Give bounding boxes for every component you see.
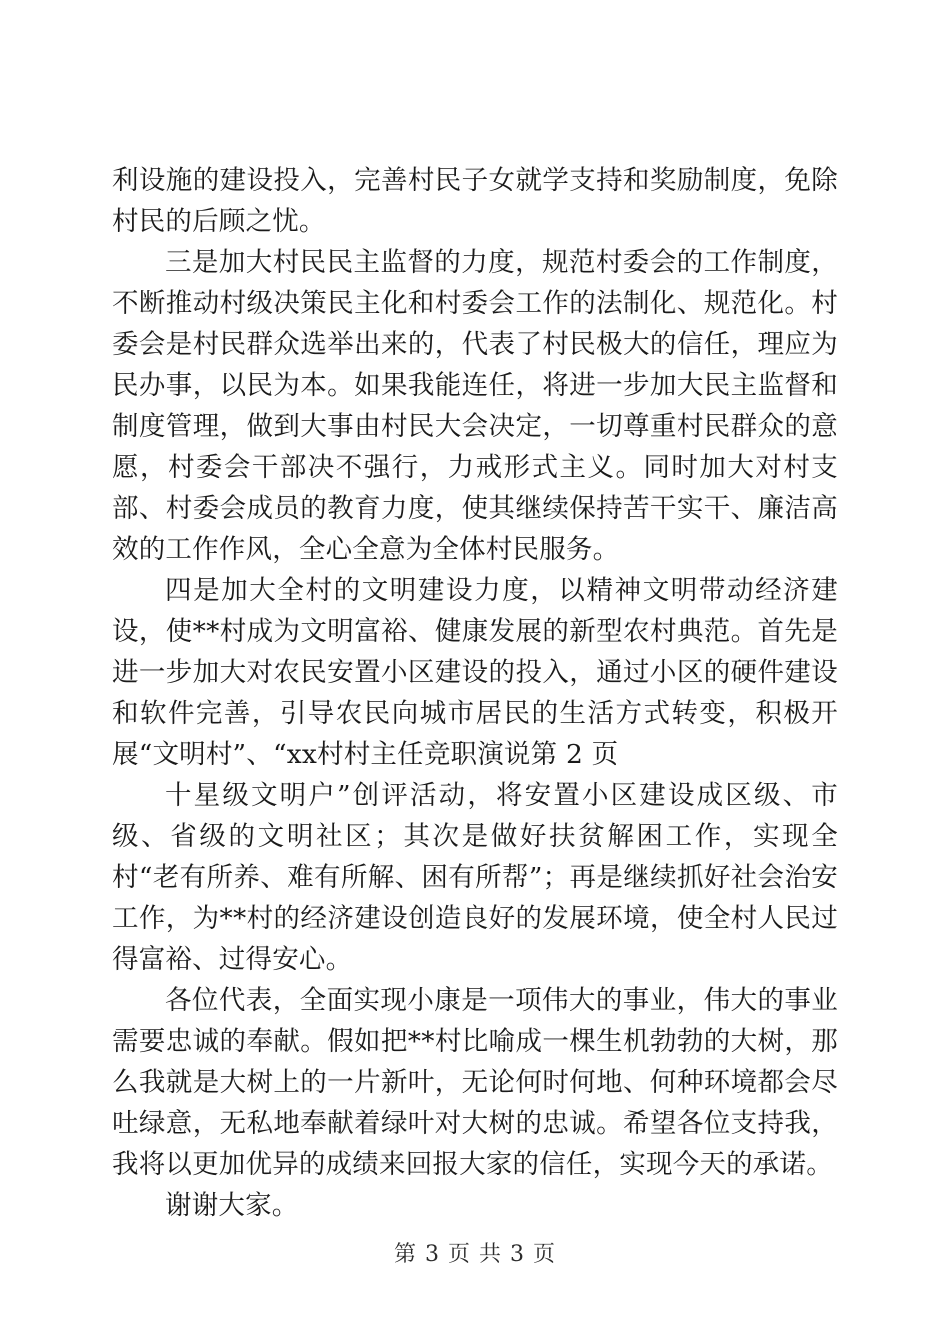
paragraph: 谢谢大家。 xyxy=(165,1190,299,1221)
document-body xyxy=(112,160,838,1226)
paragraph: 利设施的建设投入，完善村民子女就学支持和奖励制度，免除村民的后顾之忧。 xyxy=(112,165,838,237)
paragraph: 各位代表，全面实现小康是一项伟大的事业，伟大的事业需要忠诚的奉献。假如把**村比喻成一棵生机勃勃的大树，那么我就是大树上的一片新叶，无论何时何地、何种环境都会尽吐绿意，无私地奉献着绿叶对大树的忠诚。希望各位支持我，我将以更加优异的成绩来回报大家的信任，实现今天的承诺。 xyxy=(112,985,838,1180)
page-footer: 第 3 页 共 3 页 xyxy=(394,1242,556,1267)
paragraph: 三是加大村民民主监督的力度，规范村委会的工作制度，不断推动村级决策民主化和村委会工作的法制化、规范化。村委会是村民群众选举出来的，代表了村民极大的信任，理应为民办事，以民为本。如果我能连任，将进一步加大民主监督和制度管理，做到大事由村民大会决定，一切尊重村民群众的意愿，村委会干部决不强行，力戒形式主义。同时加大对村支部、村委会成员的教育力度，使其继续保持苦干实干、廉洁高效的工作作风，全心全意为全体村民服务。 xyxy=(112,247,838,565)
paragraph: 四是加大全村的文明建设力度，以精神文明带动经济建设，使**村成为文明富裕、健康发展的新型农村典范。首先是进一步加大对农民安置小区建设的投入，通过小区的硬件建设和软件完善，引导农民向城市居民的生活方式转变，积极开展“文明村”、“xx村村主任竞职演说第 2 页 xyxy=(112,575,838,770)
paragraph: 十星级文明户”创评活动，将安置小区建设成区级、市级、省级的文明社区；其次是做好扶贫解困工作，实现全村“老有所养、难有所解、困有所帮”；再是继续抓好社会治安工作，为**村的经济建设创造良好的发展环境，使全村人民过得富裕、过得安心。 xyxy=(112,780,838,975)
